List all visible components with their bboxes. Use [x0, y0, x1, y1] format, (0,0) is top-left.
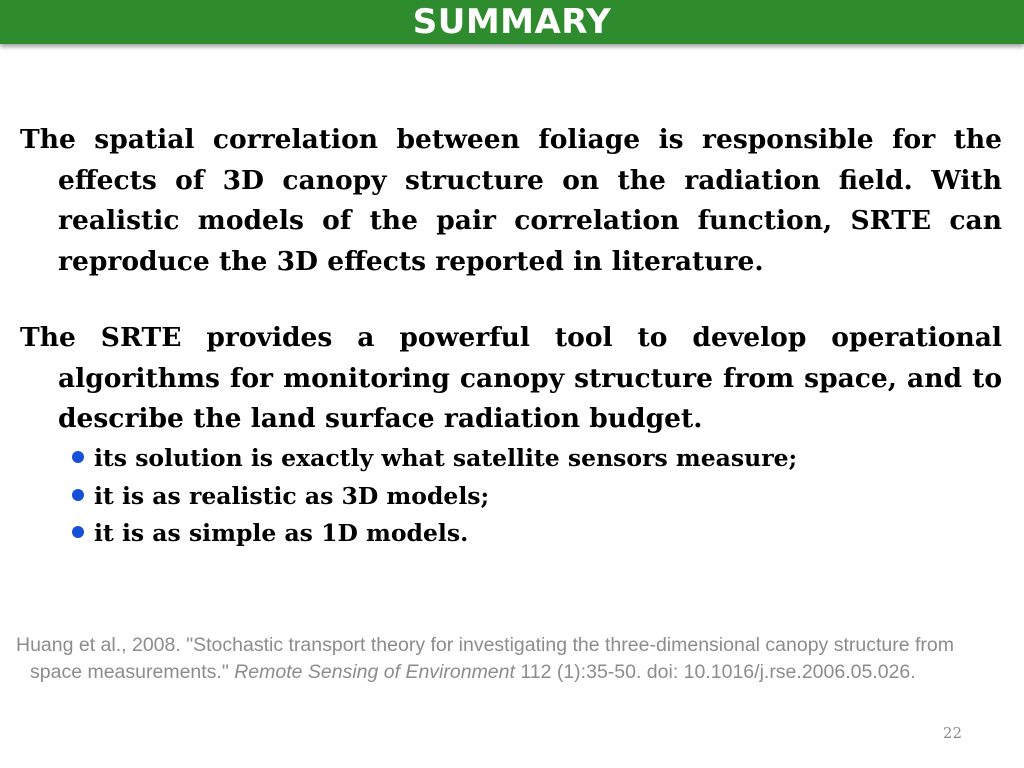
bullet-icon	[72, 489, 84, 501]
summary-paragraph-2: The SRTE provides a powerful tool to develop operational algorithms for monitoring canopy structure from space, and to describe the land surface radiation budget.	[20, 322, 1002, 434]
slide-title: SUMMARY	[412, 2, 612, 42]
citation	[16, 632, 1006, 686]
list-item-text: it is as simple as 1D models.	[94, 519, 469, 547]
list-item	[72, 515, 797, 553]
citation-journal: Remote Sensing of Environment	[234, 661, 515, 683]
title-bar	[0, 0, 1024, 44]
bullet-icon	[72, 451, 84, 463]
list-item	[72, 440, 797, 478]
summary-paragraph-1: The spatial correlation between foliage is responsible for the effects of 3D canopy structure on the radiation field. With realistic models of the pair correlation function, SRTE can reproduce the 3D effects reported in literature.	[20, 124, 1002, 277]
list-item	[72, 478, 797, 516]
list-item-text: it is as realistic as 3D models;	[94, 481, 490, 510]
citation-authors-title: Huang et al., 2008. "Stochastic transport theory for investigating the three-dimensional canopy structure from space measurements."	[16, 634, 954, 683]
list-item-text: its solution is exactly what satellite sensors measure;	[94, 444, 798, 472]
page-number: 22	[942, 724, 962, 742]
bullet-icon	[72, 526, 84, 538]
benefit-list	[72, 440, 797, 553]
citation-details: 112 (1):35-50. doi: 10.1016/j.rse.2006.05.026.	[514, 661, 916, 683]
